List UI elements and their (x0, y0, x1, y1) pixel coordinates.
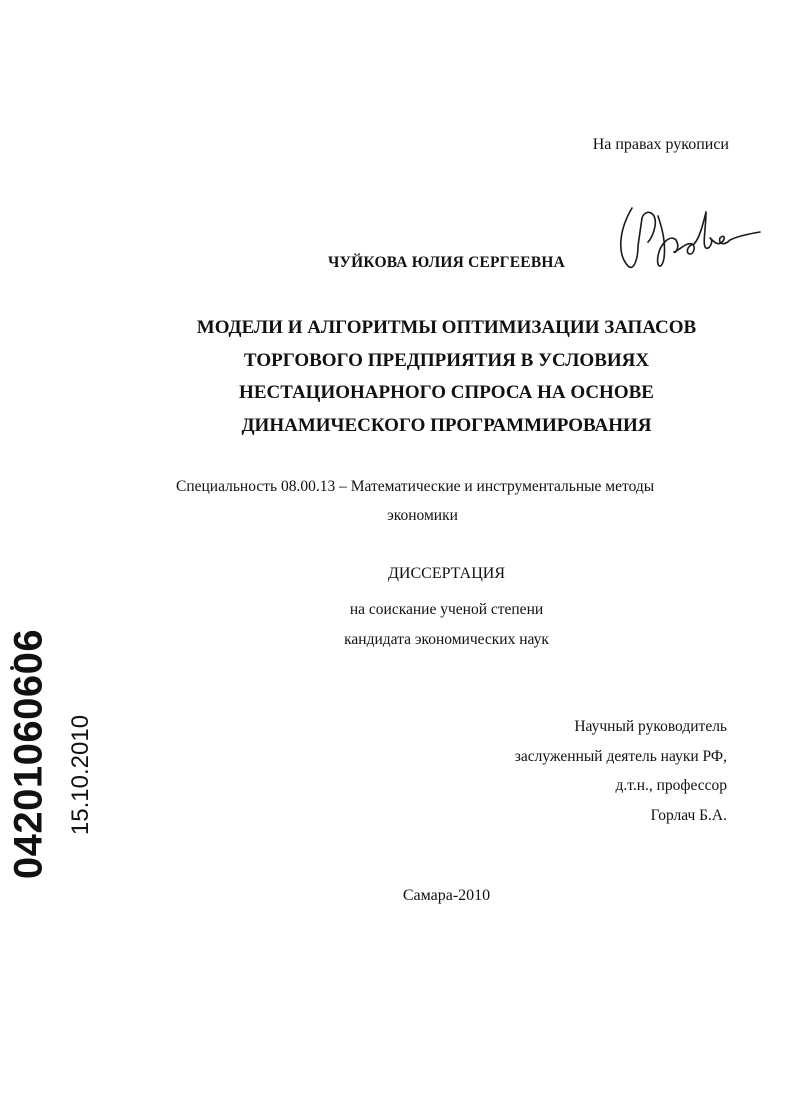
degree-description (0, 595, 799, 655)
dissertation-title (0, 312, 799, 442)
title-line: ТОРГОВОГО ПРЕДПРИЯТИЯ В УСЛОВИЯХ (243, 349, 650, 371)
scientific-advisor (515, 712, 727, 830)
manuscript-note: На правах рукописи (592, 136, 729, 153)
specialty-line-continued: экономики (387, 507, 458, 524)
author-name: ЧУЙКОВА ЮЛИЯ СЕРГЕЕВНА (327, 254, 566, 271)
advisor-line: д.т.н., профессор (615, 777, 727, 794)
title-line: НЕСТАЦИОНАРНОГО СПРОСА НА ОСНОВЕ (239, 382, 654, 403)
city-year: Самара-2010 (402, 887, 491, 904)
library-stamp-date (64, 715, 98, 835)
specialty-line: Специальность 08.00.13 – Математические и инструментальные методы (176, 478, 655, 495)
dissertation-label: ДИССЕРТАЦИЯ (388, 565, 505, 582)
degree-line: кандидата экономических наук (344, 631, 549, 648)
degree-line: на соискание ученой степени (349, 601, 544, 618)
stamp-date-text: 15.10.2010 (67, 714, 94, 836)
advisor-line: Научный руководитель (574, 718, 727, 735)
advisor-line: Горлач Б.А. (650, 806, 727, 824)
library-stamp-code (0, 628, 58, 880)
advisor-line: заслуженный деятель науки РФ, (514, 747, 727, 765)
stamp-code-text: 04201060606 (6, 628, 51, 880)
title-line: МОДЕЛИ И АЛГОРИТМЫ ОПТИМИЗАЦИИ ЗАПАСОВ (196, 317, 697, 338)
title-line: ДИНАМИЧЕСКОГО ПРОГРАММИРОВАНИЯ (241, 414, 652, 436)
